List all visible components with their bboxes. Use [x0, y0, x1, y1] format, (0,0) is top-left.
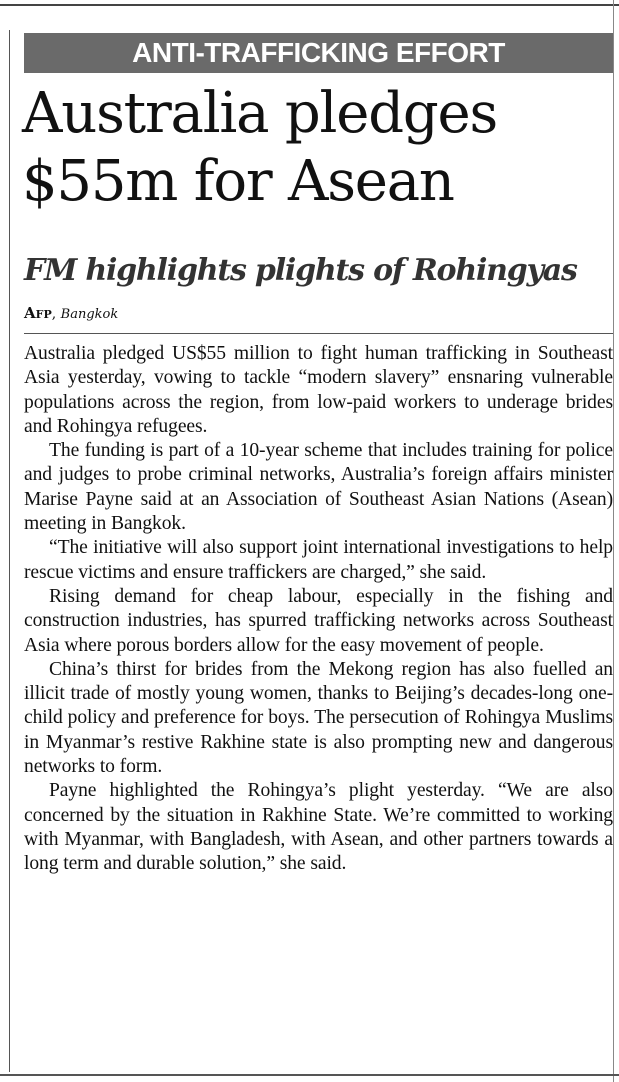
byline-divider	[24, 333, 613, 334]
headline	[22, 80, 616, 216]
body-paragraph-5: China’s thirst for brides from the Mekong region has also fuelled an illicit trade of mostly young women, thanks to Beijing’s decades-long one-child policy and preference for boys. The persecution of Rohingya Muslims in Myanmar’s restive Rakhine state is also prompting new and dangerous networks to form.	[24, 658, 613, 778]
byline	[24, 304, 118, 324]
bottom-rule	[0, 1074, 619, 1076]
left-column-rule	[9, 30, 10, 1072]
article-body	[24, 342, 613, 877]
headline-line-2: $55m for Asean	[22, 149, 454, 214]
headline-line-1: Australia pledges	[22, 81, 497, 146]
top-rule	[0, 4, 619, 6]
body-paragraph-3: “The initiative will also support joint international investigations to help rescue victims and ensure traffickers are charged,” she said.	[24, 537, 613, 583]
body-paragraph-2: The funding is part of a 10-year scheme that includes training for police and judges to probe criminal networks, Australia’s foreign affairs minister Marise Payne said at an Association of Southeast Asian Nations (Asean) meeting in Bangkok.	[24, 440, 613, 535]
body-paragraph-4: Rising demand for cheap labour, especially in the fishing and construction industries, has spurred trafficking networks across Southeast Asia where porous borders allow for the easy movement of people.	[24, 585, 613, 656]
section-kicker: ANTI-TRAFFICKING EFFORT	[24, 33, 613, 73]
body-paragraph-1: Australia pledged US$55 million to fight human trafficking in Southeast Asia yesterday, vowing to tackle “modern slavery” ensnaring vulnerable populations across the region, from low-paid workers to underage brides and Rohingya refugees.	[24, 343, 613, 437]
byline-separator: ,	[51, 306, 61, 322]
byline-agency: Afp	[24, 304, 52, 322]
body-paragraph-6: Payne highlighted the Rohingya’s plight yesterday. “We are also concerned by the situation in Rakhine State. We’re committed to working with Myanmar, with Bangladesh, with Asean, and other partners towards a long term and durable solution,” she said.	[24, 780, 613, 875]
byline-place: Bangkok	[60, 307, 119, 322]
subheadline: FM highlights plights of Rohingyas	[24, 253, 577, 288]
